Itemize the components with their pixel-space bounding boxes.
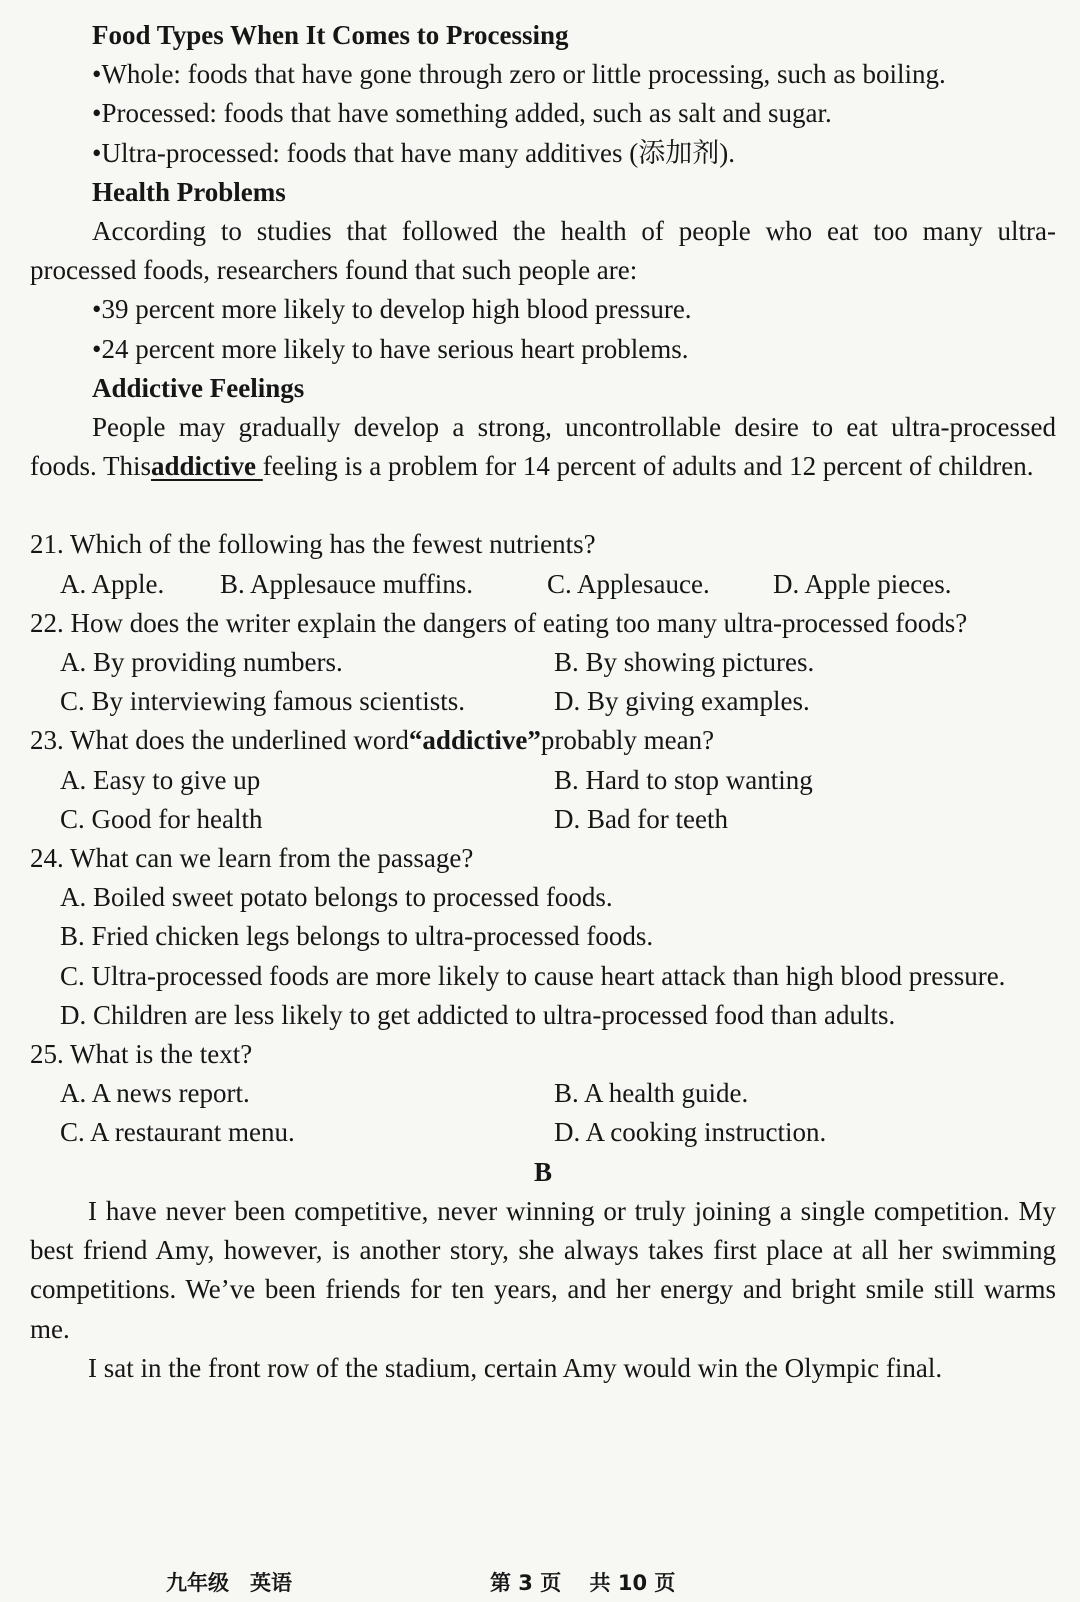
option-24-a: A. Boiled sweet potato belongs to processed foods. bbox=[60, 882, 613, 913]
addictive-text-after: feeling is a problem for 14 percent of adults and 12 percent of children. bbox=[262, 451, 1034, 482]
health-intro-paragraph: According to studies that followed the health of people who eat too many ultra-processed foods, researchers found that such people are: bbox=[30, 216, 1056, 286]
footer-page-number: 第 3 页 共 10 页 bbox=[490, 1571, 676, 1595]
option-21-c: C. Applesauce. bbox=[547, 568, 710, 599]
option-21-a: A. Apple. bbox=[60, 568, 165, 599]
option-23-a: A. Easy to give up bbox=[60, 764, 261, 795]
section-gap bbox=[30, 486, 1056, 525]
question-21-options bbox=[30, 565, 1056, 604]
question-22-stem: 22. How does the writer explain the dangers of eating too many ultra-processed foods? bbox=[30, 607, 968, 638]
option-22-d: D. By giving examples. bbox=[554, 686, 810, 717]
option-24-c: C. Ultra-processed foods are more likely to cause heart attack than high blood pressure. bbox=[60, 960, 1006, 991]
stat-heart-problems: •24 percent more likely to have serious heart problems. bbox=[92, 333, 689, 364]
underlined-word-addictive: addictive bbox=[151, 451, 263, 482]
option-22-a: A. By providing numbers. bbox=[60, 647, 343, 678]
question-23-options-row-2 bbox=[30, 800, 1056, 839]
question-25-options-row-1 bbox=[30, 1074, 1056, 1113]
option-22-b: B. By showing pictures. bbox=[554, 647, 815, 678]
option-23-c: C. Good for health bbox=[60, 803, 263, 834]
passage-b-paragraph-1: I have never been competitive, never winning or truly joining a single competition. My best friend Amy, however, is another story, she always takes first place at all her swimming competitions. We’ve been friends for ten years, and her energy and bright smile still warms me. bbox=[30, 1195, 1056, 1344]
question-21-stem: 21. Which of the following has the fewest nutrients? bbox=[30, 529, 596, 560]
question-25-options-row-2 bbox=[30, 1113, 1056, 1152]
question-24-stem: 24. What can we learn from the passage? bbox=[30, 843, 474, 874]
option-23-b: B. Hard to stop wanting bbox=[554, 764, 813, 795]
question-22-options-row-2 bbox=[30, 682, 1056, 721]
footer-grade-subject: 九年级 英语 bbox=[166, 1571, 292, 1595]
question-23-stem-after: probably mean? bbox=[540, 725, 715, 756]
bullet-whole: •Whole: foods that have gone through zero or little processing, such as boiling. bbox=[92, 59, 946, 90]
bullet-ultra-processed: •Ultra-processed: foods that have many additives (添加剂). bbox=[92, 137, 736, 168]
addictive-paragraph bbox=[30, 408, 1056, 486]
question-23-stem-before: 23. What does the underlined word bbox=[30, 725, 409, 756]
stat-blood-pressure: •39 percent more likely to develop high blood pressure. bbox=[92, 294, 692, 325]
option-25-b: B. A health guide. bbox=[554, 1078, 749, 1109]
option-23-d: D. Bad for teeth bbox=[554, 803, 728, 834]
bullet-processed: •Processed: foods that have something added, such as salt and sugar. bbox=[92, 98, 832, 129]
passage-b-label: B bbox=[533, 1156, 552, 1187]
question-23-stem bbox=[30, 721, 1056, 760]
question-25-stem: 25. What is the text? bbox=[30, 1039, 253, 1070]
option-25-d: D. A cooking instruction. bbox=[554, 1117, 827, 1148]
option-25-a: A. A news report. bbox=[60, 1078, 250, 1109]
page-footer bbox=[0, 1566, 1080, 1600]
option-24-d: D. Children are less likely to get addicted to ultra-processed food than adults. bbox=[60, 999, 896, 1030]
option-25-c: C. A restaurant menu. bbox=[60, 1117, 295, 1148]
question-22-options-row-1 bbox=[30, 643, 1056, 682]
addictive-text-before: People may gradually develop a strong, uncontrollable desire to eat ultra-processed foods. This bbox=[30, 412, 1056, 482]
option-24-b: B. Fried chicken legs belongs to ultra-processed foods. bbox=[60, 921, 654, 952]
option-22-c: C. By interviewing famous scientists. bbox=[60, 686, 465, 717]
option-21-d: D. Apple pieces. bbox=[773, 568, 952, 599]
heading-addictive-feelings: Addictive Feelings bbox=[92, 372, 305, 403]
passage-b-paragraph-2: I sat in the front row of the stadium, certain Amy would win the Olympic final. bbox=[88, 1352, 943, 1383]
question-23-options-row-1 bbox=[30, 761, 1056, 800]
option-21-b: B. Applesauce muffins. bbox=[220, 568, 473, 599]
heading-health-problems: Health Problems bbox=[92, 176, 286, 207]
question-23-quoted-word: “addictive” bbox=[408, 725, 541, 756]
heading-food-types: Food Types When It Comes to Processing bbox=[92, 20, 569, 50]
